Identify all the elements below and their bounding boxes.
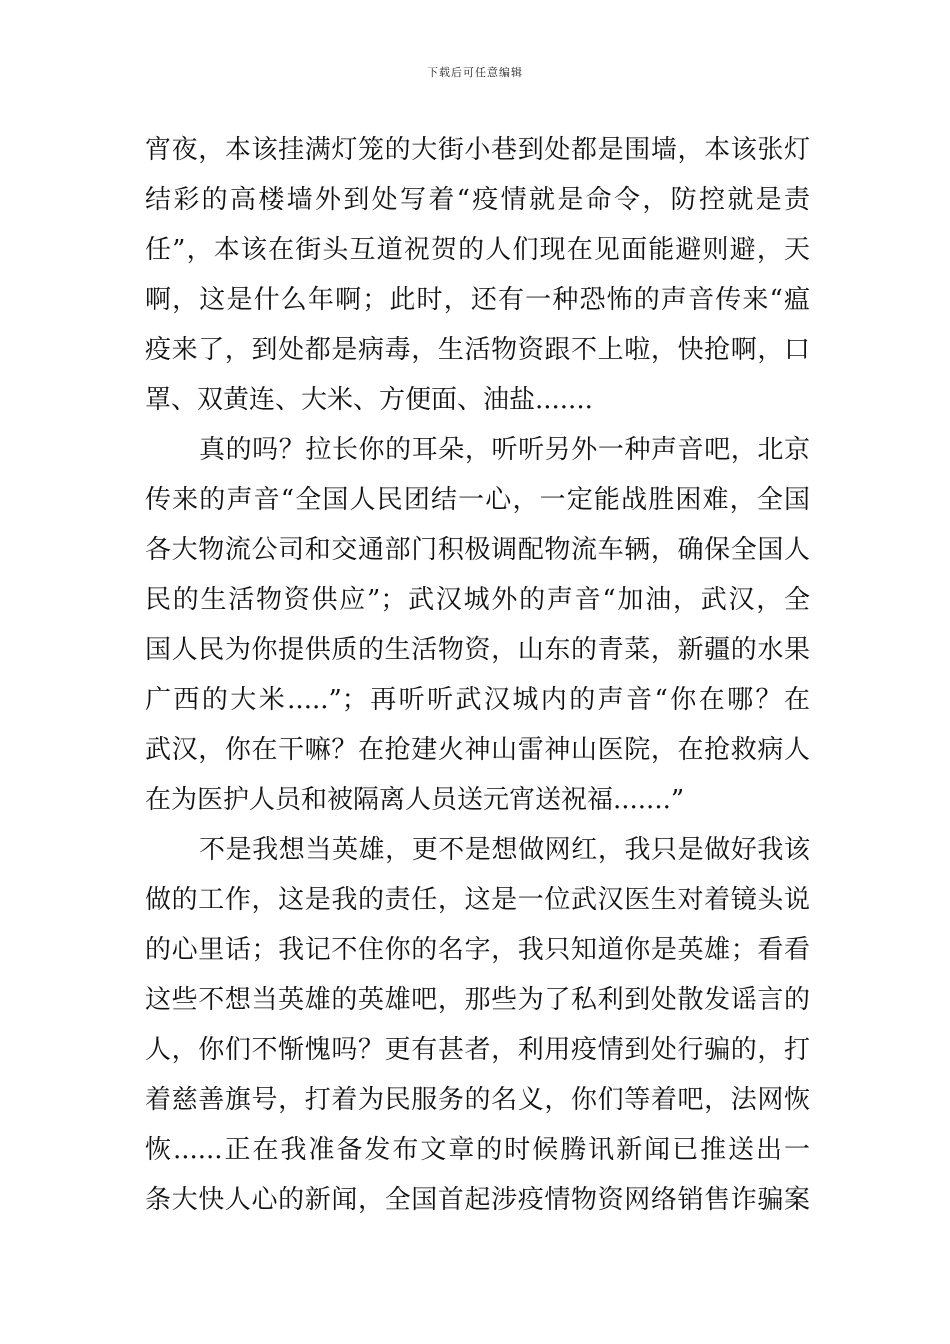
text-line: 任”，本该在街头互道祝贺的人们现在见面能避则避，天: [145, 235, 810, 265]
document-body: [145, 128, 810, 1228]
text-line: 真的吗？拉长你的耳朵，听听另外一种声音吧，北京: [199, 435, 810, 465]
text-line: 这些不想当英雄的英雄吧，那些为了私利到处散发谣言的: [145, 985, 810, 1015]
text-line: 条大快人心的新闻，全国首起涉疫情物资网络销售诈骗案: [145, 1185, 810, 1215]
text-line: 宵夜，本该挂满灯笼的大街小巷到处都是围墙，本该张灯: [145, 135, 810, 165]
text-line: 各大物流公司和交通部门积极调配物流车辆，确保全国人: [145, 535, 810, 565]
text-line: 恢......正在我准备发布文章的时候腾讯新闻已推送出一: [145, 1135, 810, 1165]
paragraph-3: [145, 828, 810, 1228]
text-line: 结彩的高楼墙外到处写着“疫情就是命令，防控就是责: [145, 185, 810, 215]
text-line: 啊，这是什么年啊；此时，还有一种恐怖的声音传来“瘟: [145, 285, 810, 315]
paragraph-1: [145, 128, 810, 428]
text-line: 疫来了，到处都是病毒，生活物资跟不上啦，快抢啊，口: [145, 335, 810, 365]
text-line: 着慈善旗号，打着为民服务的名义，你们等着吧，法网恢: [145, 1085, 810, 1115]
text-line: 传来的声音“全国人民团结一心，一定能战胜困难，全国: [145, 485, 810, 515]
text-line: 武汉，你在干嘛？在抢建火神山雷神山医院，在抢救病人: [145, 735, 810, 765]
text-line: 罩、双黄连、大米、方便面、油盐.......: [145, 385, 593, 415]
text-line: 的心里话；我记不住你的名字，我只知道你是英雄；看看: [145, 935, 810, 965]
text-line: 做的工作，这是我的责任，这是一位武汉医生对着镜头说: [145, 885, 810, 915]
paragraph-2: [145, 428, 810, 828]
text-line: 广西的大米.....”；再听听武汉城内的声音“你在哪？在: [145, 685, 810, 715]
text-line: 国人民为你提供质的生活物资，山东的青菜，新疆的水果: [145, 635, 810, 665]
text-line: 在为医护人员和被隔离人员送元宵送祝福.......”: [145, 785, 685, 815]
text-line: 民的生活物资供应”；武汉城外的声音“加油，武汉，全: [145, 585, 810, 615]
text-line: 人，你们不惭愧吗？更有甚者，利用疫情到处行骗的，打: [145, 1035, 810, 1065]
page-header: 下载后可任意编辑: [427, 66, 523, 79]
text-line: 不是我想当英雄，更不是想做网红，我只是做好我该: [199, 835, 810, 865]
